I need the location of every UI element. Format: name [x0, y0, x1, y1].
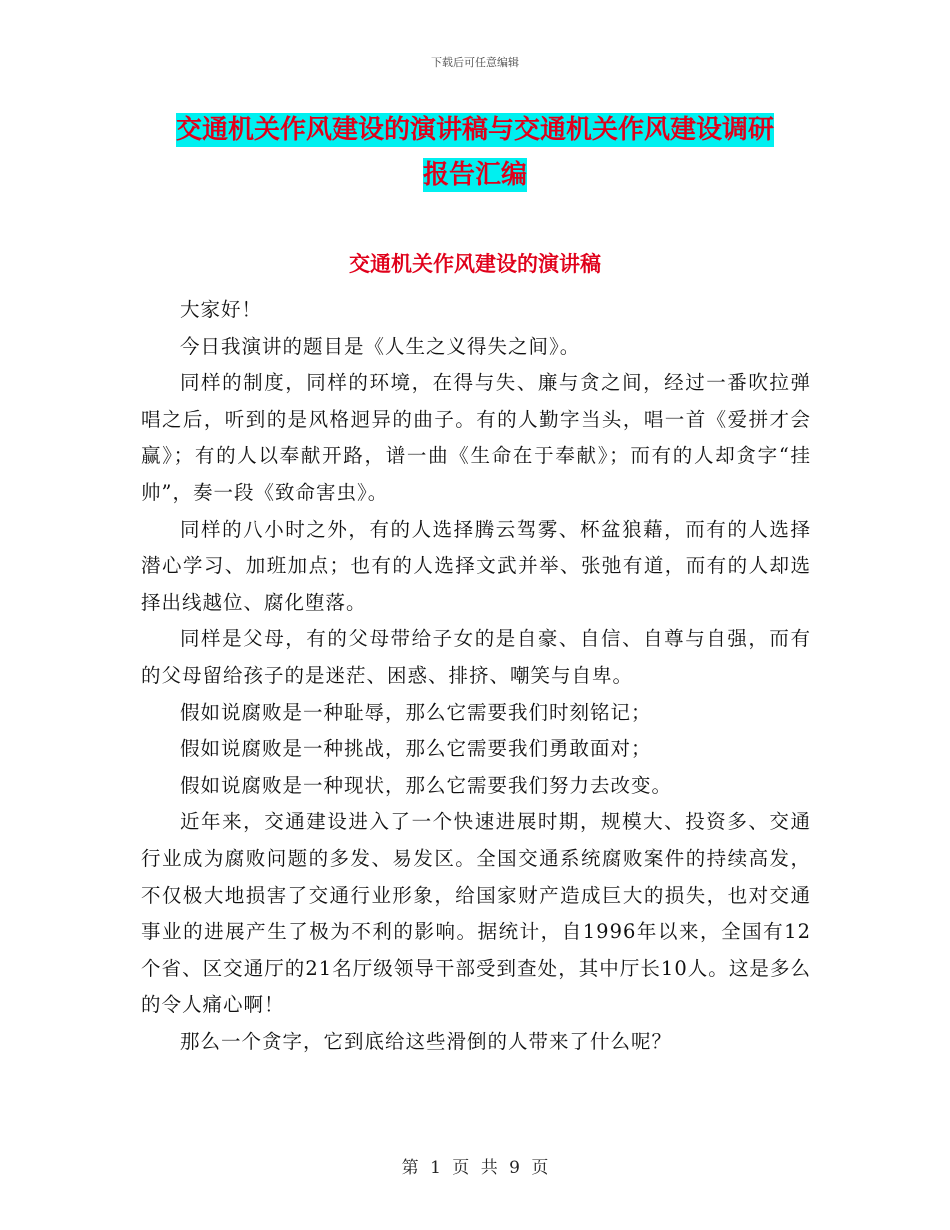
paragraph: 假如说腐败是一种耻辱，那么它需要我们时刻铭记； [180, 700, 652, 724]
paragraph: 近年来，交通建设进入了一个快速进展时期，规模大、投资多、交通行业成为腐败问题的多发、易发区。全国交通系统腐败案件的持续高发，不仅极大地损害了交通行业形象，给国家财产造成巨大的损失，也对交通事业的进展产生了极为不利的影响。据统计，自1996年以来，全国有12个省、区交通厅的21名厅级领导干部受到查处，其中厅长10人。这是多么的令人痛心啊！ [141, 810, 811, 1017]
document-title [140, 108, 810, 198]
page-number-footer: 第 1 页 共 9 页 [401, 1158, 549, 1178]
header-note: 下载后可任意编辑 [431, 56, 519, 69]
section-title: 交通机关作风建设的演讲稿 [349, 252, 601, 276]
speech-body [141, 292, 811, 1060]
paragraph-topic: 今日我演讲的题目是《人生之义得失之间》。 [180, 334, 581, 358]
paragraph-greeting: 大家好！ [180, 298, 263, 321]
paragraph: 同样是父母，有的父母带给子女的是自豪、自信、自尊与自强，而有的父母留给孩子的是迷茫、困惑、排挤、嘲笑与自卑。 [141, 627, 811, 687]
document-title-line-2: 报告汇编 [422, 160, 527, 190]
paragraph: 假如说腐败是一种挑战，那么它需要我们勇敢面对； [180, 737, 652, 761]
paragraph: 假如说腐败是一种现状，那么它需要我们努力去改变。 [180, 773, 673, 797]
document-title-line-1: 交通机关作风建设的演讲稿与交通机关作风建设调研 [175, 115, 774, 145]
paragraph: 那么一个贪字，它到底给这些滑倒的人带来了什么呢？ [180, 1029, 673, 1053]
paragraph: 同样的八小时之外，有的人选择腾云驾雾、杯盆狼藉，而有的人选择潜心学习、加班加点；也有的人选择文武并举、张弛有道，而有的人却选择出线越位、腐化堕落。 [141, 517, 811, 614]
paragraph: 同样的制度，同样的环境，在得与失、廉与贪之间，经过一番吹拉弹唱之后，听到的是风格迥异的曲子。有的人勤字当头，唱一首《爱拼才会赢》；有的人以奉献开路，谱一曲《生命在于奉献》；而有的人却贪字“挂帅”，奏一段《致命害虫》。 [141, 371, 811, 504]
